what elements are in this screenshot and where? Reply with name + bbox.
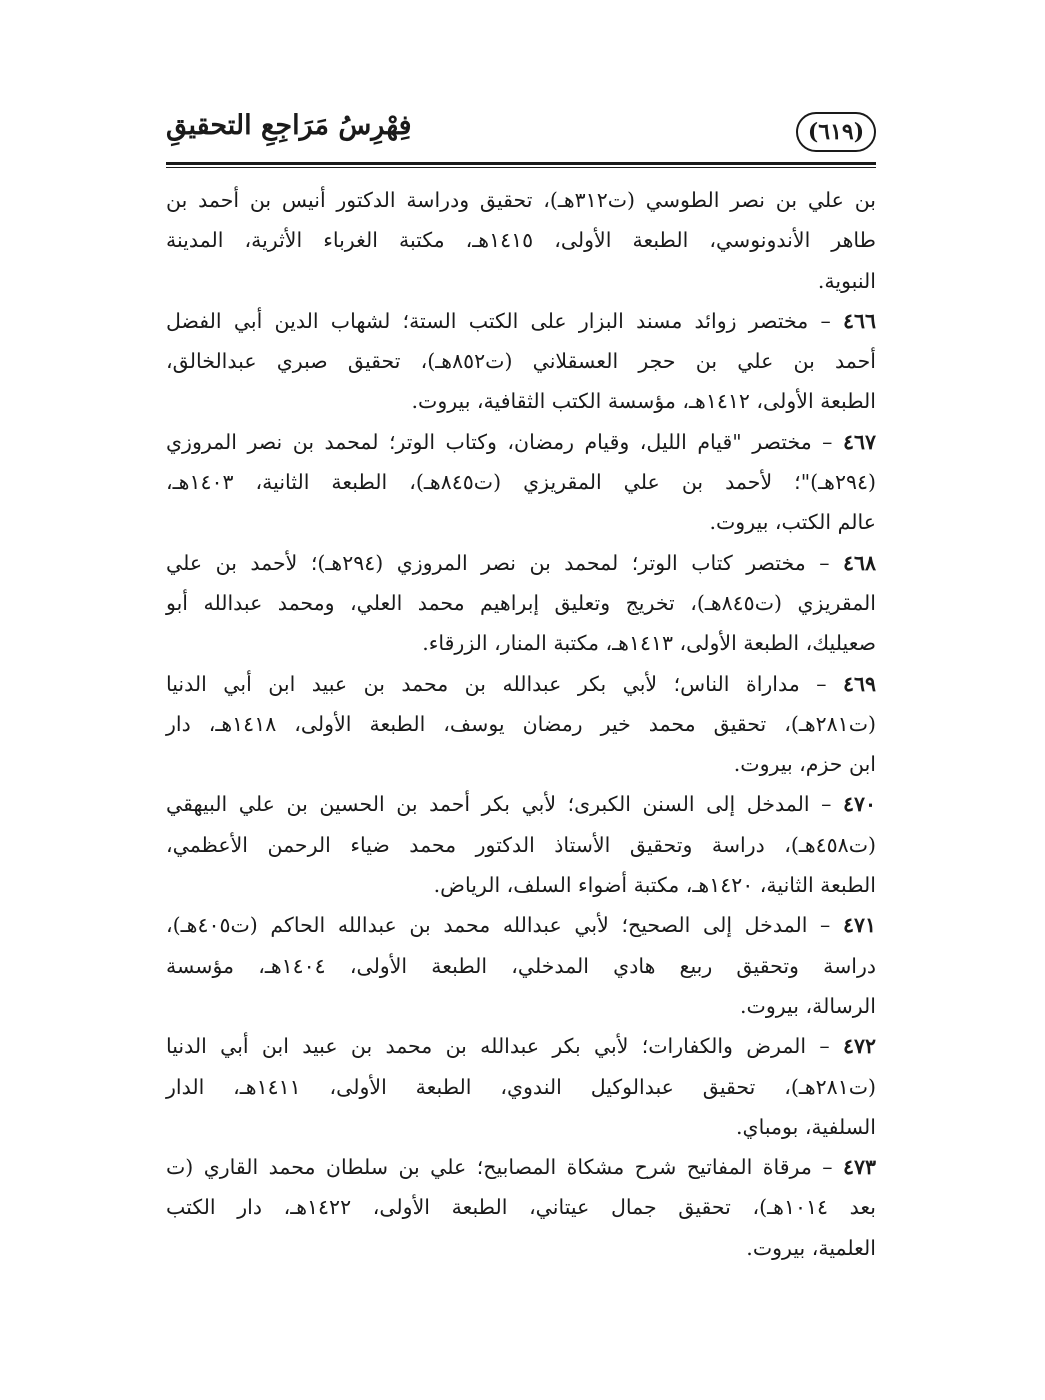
bibliography-entry bbox=[166, 664, 876, 785]
text-line: العلمية، بيروت. bbox=[746, 1235, 876, 1260]
text-line: الطبعة الثانية، ١٤٢٠هـ، مكتبة أضواء السلف، الرياض. bbox=[433, 873, 876, 898]
entry-number: ٤٧٢ bbox=[842, 1034, 876, 1059]
entry-number: ٤٦٨ bbox=[842, 550, 876, 575]
bibliography-entry bbox=[166, 1026, 876, 1147]
bibliography-entry bbox=[166, 1147, 876, 1268]
text-line: عالم الكتب، بيروت. bbox=[709, 510, 876, 535]
text-line: – مداراة الناس؛ لأبي بكر عبدالله بن محمد بن عبيد ابن أبي الدنيا bbox=[166, 671, 827, 696]
text-line: الرسالة، بيروت. bbox=[740, 993, 876, 1018]
text-line: أحمد بن علي بن حجر العسقلاني (ت٨٥٢هـ)، تحقيق صبري عبدالخالق، bbox=[166, 349, 876, 374]
page bbox=[166, 100, 876, 1268]
text-line: النبوية. bbox=[817, 268, 876, 293]
text-line: بن علي بن نصر الطوسي (ت٣١٢هـ)، تحقيق ودراسة الدكتور أنيس بن أحمد بن bbox=[166, 188, 876, 212]
text-line: – المدخل إلى الصحيح؛ لأبي عبدالله محمد بن عبدالله الحاكم (ت٤٠٥هـ)، bbox=[166, 913, 831, 938]
text-line: طاهر الأندونوسي، الطبعة الأولى، ١٤١٥هـ، مكتبة الغرباء الأثرية، المدينة bbox=[166, 228, 876, 253]
text-line: – المرض والكفارات؛ لأبي بكر عبدالله بن محمد بن عبيد ابن أبي الدنيا bbox=[166, 1034, 830, 1059]
text-line: (ت٢٨١هـ)، تحقيق محمد خير رمضان يوسف، الطبعة الأولى، ١٤١٨هـ، دار bbox=[166, 711, 876, 736]
text-line: – مختصر كتاب الوتر؛ لمحمد بن نصر المروزي (٢٩٤هـ)؛ لأحمد بن علي bbox=[166, 550, 830, 575]
text-line: السلفية، بومباي. bbox=[736, 1114, 876, 1139]
text-line: – مختصر "قيام الليل، وقيام رمضان، وكتاب الوتر؛ لمحمد بن نصر المروزي bbox=[166, 429, 833, 454]
text-line: (ت٤٥٨هـ)، دراسة وتحقيق الأستاذ الدكتور محمد ضياء الرحمن الأعظمي، bbox=[166, 832, 876, 857]
text-line: – مختصر زوائد مسند البزار على الكتب الستة؛ لشهاب الدين أبي الفضل bbox=[166, 308, 831, 333]
text-line: – مرقاة المفاتيح شرح مشكاة المصابيح؛ علي بن سلطان محمد القاري (ت bbox=[166, 1155, 833, 1180]
bibliography-list bbox=[166, 180, 876, 1268]
page-title: فِهْرِسُ مَرَاجِعِ التحقيقِ bbox=[166, 110, 412, 141]
entry-number: ٤٦٩ bbox=[842, 671, 876, 696]
text-line: بعد ١٠١٤هـ)، تحقيق جمال عيتاني، الطبعة الأولى، ١٤٢٢هـ، دار الكتب bbox=[166, 1195, 876, 1220]
text-line: الطبعة الأولى، ١٤١٢هـ، مؤسسة الكتب الثقافية، بيروت. bbox=[411, 389, 876, 414]
header-rule-thick bbox=[166, 162, 876, 165]
text-line: (٢٩٤هـ)"؛ لأحمد بن علي المقريزي (ت٨٤٥هـ)، الطبعة الثانية، ١٤٠٣هـ، bbox=[166, 470, 876, 495]
continuation-paragraph bbox=[166, 180, 876, 301]
bibliography-entry bbox=[166, 905, 876, 1026]
bibliography-entry bbox=[166, 543, 876, 664]
page-number: (٦١٩) bbox=[796, 112, 876, 152]
text-line: دراسة وتحقيق ربيع هادي المدخلي، الطبعة الأولى، ١٤٠٤هـ، مؤسسة bbox=[166, 953, 876, 978]
text-line: المقريزي (ت٨٤٥هـ)، تخريج وتعليق إبراهيم محمد العلي، ومحمد عبدالله أبو bbox=[166, 590, 876, 615]
entry-number: ٤٧١ bbox=[842, 913, 876, 938]
bibliography-entry bbox=[166, 784, 876, 905]
entry-number: ٤٦٦ bbox=[842, 308, 876, 333]
entry-number: ٤٧٠ bbox=[842, 792, 876, 817]
entry-number: ٤٦٧ bbox=[842, 429, 876, 454]
bibliography-entry bbox=[166, 301, 876, 422]
text-line: ابن حزم، بيروت. bbox=[733, 752, 876, 777]
entry-number: ٤٧٣ bbox=[842, 1155, 876, 1180]
running-header bbox=[166, 100, 876, 162]
text-line: – المدخل إلى السنن الكبرى؛ لأبي بكر أحمد بن الحسين بن علي البيهقي bbox=[166, 792, 832, 817]
bibliography-entry bbox=[166, 422, 876, 543]
text-line: (ت٢٨١هـ)، تحقيق عبدالوكيل الندوي، الطبعة الأولى، ١٤١١هـ، الدار bbox=[166, 1074, 877, 1099]
header-rule-thin bbox=[166, 167, 876, 168]
text-line: صعيليك، الطبعة الأولى، ١٤١٣هـ، مكتبة المنار، الزرقاء. bbox=[422, 631, 876, 656]
